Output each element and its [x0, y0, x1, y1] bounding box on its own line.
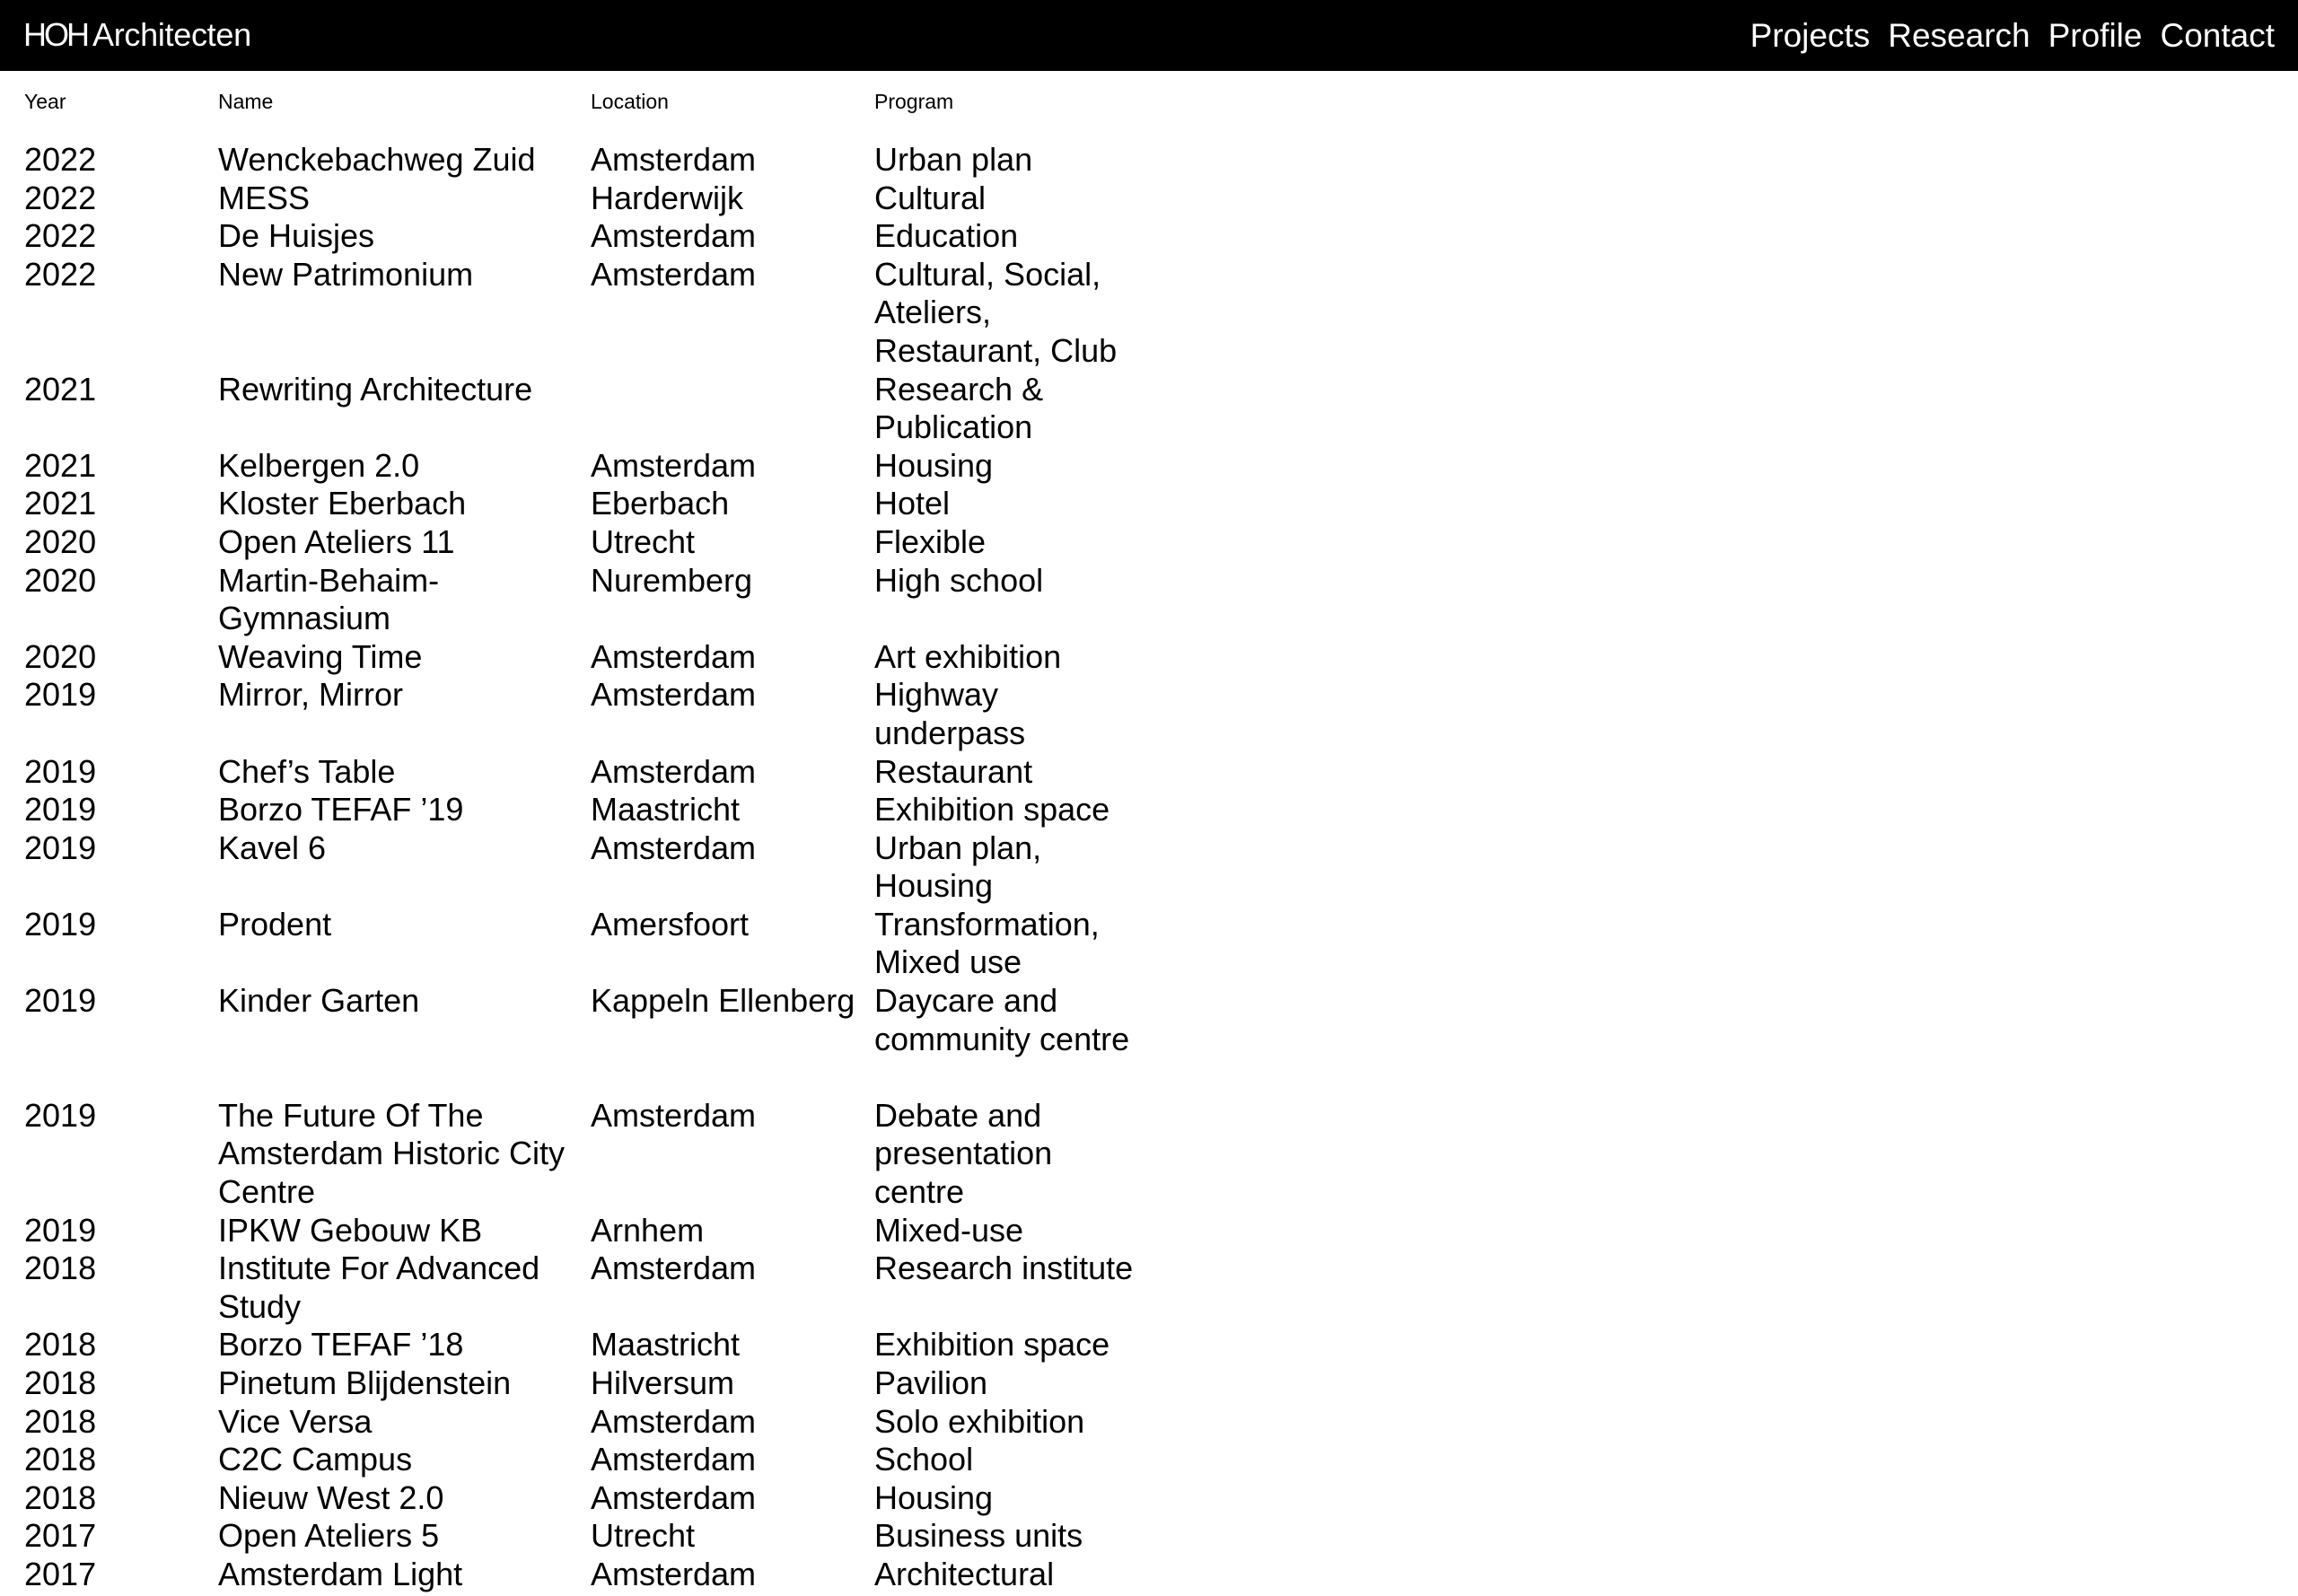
project-year: 2019 — [24, 1096, 97, 1134]
project-year: 2020 — [24, 561, 97, 599]
nav-link-research[interactable]: Research — [1888, 17, 2030, 54]
project-name: Kavel 6 — [218, 829, 327, 866]
project-location: Eberbach — [591, 485, 730, 522]
project-year: 2020 — [24, 637, 97, 675]
project-row[interactable] — [0, 447, 2298, 486]
project-name: Weaving Time — [218, 637, 423, 675]
project-year: 2018 — [24, 1441, 97, 1478]
project-name: Kinder Garten — [218, 982, 420, 1020]
project-row[interactable] — [0, 523, 2298, 562]
project-row[interactable] — [0, 256, 2298, 371]
project-year: 2018 — [24, 1402, 97, 1440]
project-location: Amsterdam — [591, 1441, 757, 1478]
project-location: Amsterdam — [591, 1096, 757, 1134]
project-location: Kappeln Ellenberg — [591, 982, 855, 1020]
project-program: Highway underpass — [874, 676, 1026, 751]
project-program: Flexible — [874, 522, 987, 560]
project-year: 2022 — [24, 217, 97, 255]
project-year: 2019 — [24, 982, 97, 1020]
nav-link-profile[interactable]: Profile — [2048, 17, 2143, 54]
main-nav — [1732, 13, 2275, 59]
project-name: Borzo TEFAF ’18 — [218, 1326, 464, 1364]
project-program: Exhibition space — [874, 1326, 1110, 1364]
project-year: 2018 — [24, 1478, 97, 1516]
project-location: Nuremberg — [591, 561, 753, 599]
column-header-program[interactable]: Program — [874, 90, 954, 113]
project-year: 2018 — [24, 1364, 97, 1402]
project-year: 2019 — [24, 676, 97, 714]
project-name: The Future Of The Amsterdam Historic City Centre — [218, 1096, 566, 1211]
project-name: Wenckebachweg Zuid — [218, 141, 536, 178]
project-location: Amsterdam — [591, 255, 757, 293]
project-row[interactable] — [0, 180, 2298, 218]
project-name: Nieuw West 2.0 — [218, 1478, 444, 1516]
project-program: Debate and presentation centre — [874, 1096, 1053, 1211]
project-row[interactable] — [0, 829, 2298, 906]
project-year: 2022 — [24, 179, 97, 216]
project-name: Institute For Advanced Study — [218, 1250, 540, 1325]
project-name: Prodent — [218, 905, 332, 943]
project-row[interactable] — [0, 562, 2298, 638]
project-location: Amsterdam — [591, 1556, 757, 1593]
project-program: Art exhibition — [874, 637, 1062, 675]
top-navigation-bar — [0, 0, 2298, 71]
project-name: Vice Versa — [218, 1402, 373, 1440]
project-year: 2017 — [24, 1556, 97, 1593]
project-location: Amsterdam — [591, 752, 757, 790]
column-header-year[interactable]: Year — [24, 90, 66, 113]
project-location: Amsterdam — [591, 1402, 757, 1440]
project-program: Architectural — [874, 1556, 1055, 1593]
project-program: Research & Publication — [874, 370, 1044, 446]
project-location: Amsterdam — [591, 829, 757, 866]
project-program: Transformation, Mixed use — [874, 905, 1100, 981]
project-location: Amsterdam — [591, 676, 757, 714]
project-name: Martin-Behaim-Gymnasium — [218, 561, 440, 637]
project-list — [0, 141, 2298, 1596]
project-year: 2019 — [24, 829, 97, 866]
project-year: 2018 — [24, 1326, 97, 1364]
nav-link-projects[interactable]: Projects — [1750, 17, 1871, 54]
project-name: Open Ateliers 11 — [218, 522, 455, 560]
project-program: Housing — [874, 1478, 994, 1516]
project-row[interactable] — [0, 906, 2298, 982]
column-header-name[interactable]: Name — [218, 90, 274, 113]
project-name: Rewriting Architecture — [218, 370, 533, 408]
project-row[interactable] — [0, 638, 2298, 677]
project-name: IPKW Gebouw KB — [218, 1211, 483, 1249]
project-program: Restaurant — [874, 752, 1033, 790]
project-program: Cultural — [874, 179, 987, 216]
project-row[interactable] — [0, 791, 2298, 829]
project-row[interactable] — [0, 1364, 2298, 1403]
project-row[interactable] — [0, 982, 2298, 1097]
project-row[interactable] — [0, 1403, 2298, 1442]
project-program: Housing — [874, 446, 994, 484]
project-location: Hilversum — [591, 1364, 735, 1402]
project-name: Chef’s Table — [218, 752, 396, 790]
project-year: 2020 — [24, 522, 97, 560]
logo-mark: HOH — [23, 16, 87, 53]
project-location: Amsterdam — [591, 1250, 757, 1287]
project-row[interactable] — [0, 1097, 2298, 1212]
project-name: Mirror, Mirror — [218, 676, 403, 714]
project-row[interactable] — [0, 217, 2298, 256]
project-row[interactable] — [0, 1556, 2298, 1594]
project-row[interactable] — [0, 485, 2298, 523]
project-row[interactable] — [0, 1326, 2298, 1364]
project-location: Arnhem — [591, 1211, 705, 1249]
project-name: Borzo TEFAF ’19 — [218, 791, 464, 829]
column-header-location[interactable]: Location — [591, 90, 669, 113]
project-location: Utrecht — [591, 1517, 696, 1555]
project-location: Amsterdam — [591, 1478, 757, 1516]
project-location: Harderwijk — [591, 179, 744, 216]
project-program: Business units — [874, 1517, 1083, 1555]
project-year: 2019 — [24, 905, 97, 943]
project-year: 2018 — [24, 1250, 97, 1287]
project-name: New Patrimonium — [218, 255, 474, 293]
project-name: Kloster Eberbach — [218, 485, 467, 522]
project-row[interactable] — [0, 1479, 2298, 1518]
project-year: 2017 — [24, 1517, 97, 1555]
project-year: 2019 — [24, 791, 97, 829]
project-row[interactable] — [0, 1517, 2298, 1556]
project-location: Maastricht — [591, 791, 741, 829]
project-location: Maastricht — [591, 1326, 741, 1364]
project-program: Cultural, Social, Ateliers, Restaurant, Club — [874, 255, 1118, 369]
project-program: Research institute — [874, 1250, 1134, 1287]
project-location: Amsterdam — [591, 637, 757, 675]
project-year: 2022 — [24, 141, 97, 178]
project-row[interactable] — [0, 676, 2298, 752]
project-program: Mixed-use — [874, 1211, 1024, 1249]
project-program: High school — [874, 561, 1044, 599]
project-year: 2021 — [24, 370, 97, 408]
project-row[interactable] — [0, 1212, 2298, 1250]
project-program: Exhibition space — [874, 791, 1110, 829]
project-program: Education — [874, 217, 1019, 255]
project-program: Daycare and community centre — [874, 982, 1130, 1057]
project-name: Kelbergen 2.0 — [218, 446, 420, 484]
project-list-header — [0, 88, 2298, 115]
brand-logo-link[interactable] — [23, 12, 251, 58]
project-location: Utrecht — [591, 522, 696, 560]
brand-name: Architecten — [92, 16, 251, 53]
project-row[interactable] — [0, 141, 2298, 180]
project-row[interactable] — [0, 1441, 2298, 1479]
project-year: 2019 — [24, 752, 97, 790]
project-name: Open Ateliers 5 — [218, 1517, 440, 1555]
project-location: Amsterdam — [591, 141, 757, 178]
project-name: Pinetum Blijdenstein — [218, 1364, 512, 1402]
project-name: De Huisjes — [218, 217, 375, 255]
project-year: 2022 — [24, 255, 97, 293]
project-program: Hotel — [874, 485, 951, 522]
project-year: 2021 — [24, 485, 97, 522]
project-year: 2019 — [24, 1211, 97, 1249]
project-location: Amersfoort — [591, 905, 750, 943]
project-program: Pavilion — [874, 1364, 988, 1402]
project-row[interactable] — [0, 753, 2298, 792]
project-program: Solo exhibition — [874, 1402, 1085, 1440]
project-name: C2C Campus — [218, 1441, 413, 1478]
project-row[interactable] — [0, 371, 2298, 447]
project-program: School — [874, 1441, 974, 1478]
project-location: Amsterdam — [591, 217, 757, 255]
project-name: MESS — [218, 179, 311, 216]
project-location: Amsterdam — [591, 446, 757, 484]
project-program: Urban plan — [874, 141, 1033, 178]
nav-link-contact[interactable]: Contact — [2160, 17, 2275, 54]
project-row[interactable] — [0, 1250, 2298, 1326]
project-year: 2021 — [24, 446, 97, 484]
project-name: Amsterdam Light — [218, 1556, 463, 1593]
project-program: Urban plan, Housing — [874, 829, 1042, 905]
